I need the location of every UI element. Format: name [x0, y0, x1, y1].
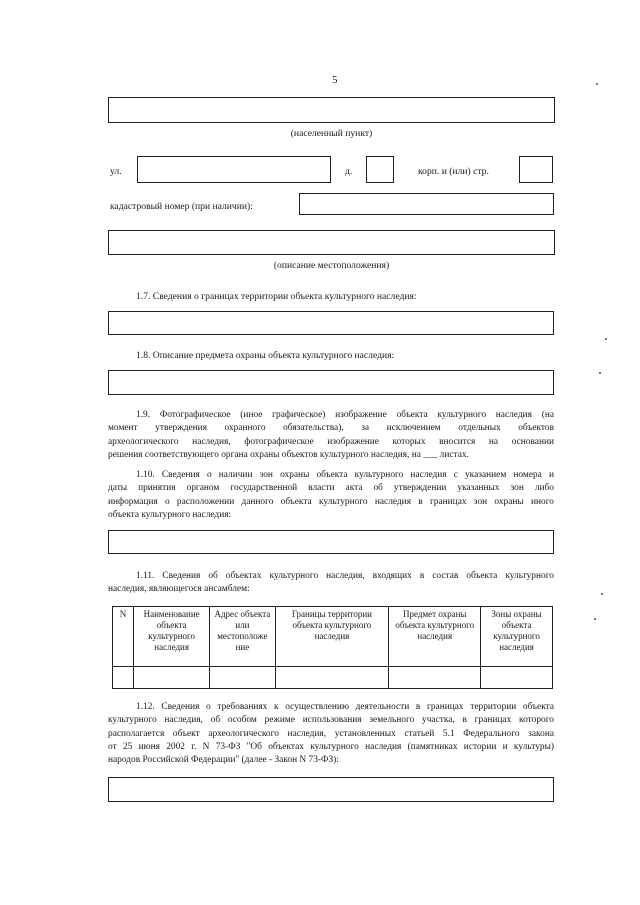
column-header-boundaries: Границы территории объекта культурного наследия [275, 607, 389, 667]
section-1-9-line: решения соответствующего органа охраны объектов культурного наследия, на ___ листах. [108, 449, 469, 460]
scan-speck [605, 338, 607, 340]
section-1-9-text [108, 409, 554, 462]
section-1-10-line: информация о расположении данного объекта культурного наследия в границах зон охраны иного [108, 496, 554, 507]
section-1-8-label: 1.8. Описание предмета охраны объекта культурного наследия: [136, 350, 395, 361]
section-1-10-line: даты принятия органом государственной власти акта об утверждении указанных зон либо [108, 483, 554, 494]
column-header-number: N [113, 607, 134, 667]
table-cell[interactable] [481, 667, 553, 689]
section-1-12-line: от 25 июня 2002 г. N 73-ФЗ "Об объектах культурного наследия (памятниках истории и культуры) [108, 741, 554, 752]
section-1-11-line: 1.11. Сведения об объектах культурного наследия, входящих в состав объекта культурного [136, 571, 554, 581]
scan-speck [599, 372, 601, 374]
section-1-12-text [108, 701, 554, 767]
section-1-12-line: народов Российской Федерации" (далее - Закон N 73-ФЗ): [108, 755, 339, 766]
table-row [113, 667, 553, 689]
section-1-12-line: располагается объект археологического наследия, установленных статьей 5.1 Федерального закона [108, 728, 554, 739]
section-1-9-line: момент утверждения охранного обязательства), за исключением отдельных объектов [108, 423, 554, 434]
table-cell[interactable] [210, 667, 275, 689]
location-caption: (описание местоположения) [273, 260, 390, 271]
ensemble-table [112, 606, 553, 689]
street-field[interactable] [137, 156, 331, 183]
scan-speck [596, 83, 598, 85]
location-field[interactable] [108, 230, 555, 255]
house-field[interactable] [366, 156, 394, 183]
scan-speck [601, 593, 603, 595]
table-cell[interactable] [389, 667, 481, 689]
column-header-protection-zones: Зоны охраны объекта культурного наследия [481, 607, 553, 667]
protection-subject-field[interactable] [108, 370, 554, 395]
table-header-row [113, 607, 553, 667]
section-1-10-text [108, 469, 554, 522]
scan-speck [594, 618, 596, 620]
building-label: корп. и (или) стр. [418, 166, 489, 177]
table-cell[interactable] [113, 667, 134, 689]
cadastral-label: кадастровый номер (при наличии): [110, 201, 253, 212]
page-number: 5 [332, 74, 338, 86]
section-1-7-label: 1.7. Сведения о границах территории объекта культурного наследия: [136, 291, 417, 302]
locality-field[interactable] [108, 97, 555, 123]
activity-requirements-field[interactable] [108, 777, 554, 802]
column-header-name: Наименование объекта культурного наследия [134, 607, 210, 667]
locality-caption: (населенный пункт) [290, 128, 373, 139]
building-field[interactable] [519, 156, 553, 183]
column-header-address: Адрес объекта или местоположе ние [210, 607, 275, 667]
section-1-11-line: наследия, являющегося ансамблем: [108, 584, 250, 595]
territory-boundaries-field[interactable] [108, 311, 554, 335]
protection-zones-field[interactable] [108, 530, 554, 554]
section-1-11-text [108, 570, 554, 597]
section-1-10-line: объекта культурного наследия: [108, 509, 232, 520]
section-1-10-line: 1.10. Сведения о наличии зон охраны объекта культурного наследия с указанием номера и [136, 470, 554, 480]
section-1-9-line: 1.9. Фотографическое (иное графическое) изображение объекта культурного наследия (на [136, 410, 554, 420]
table-cell[interactable] [134, 667, 210, 689]
section-1-12-line: 1.12. Сведения о требованиях к осуществлению деятельности в границах территории объекта [136, 702, 554, 712]
section-1-9-line: археологического наследия, фотографическое изображение которых вносится на основании [108, 436, 554, 447]
column-header-protection-subject: Предмет охраны объекта культурного наследия [389, 607, 481, 667]
house-label: д. [345, 166, 353, 177]
cadastral-field[interactable] [299, 193, 554, 215]
street-label: ул. [110, 166, 122, 177]
table-cell[interactable] [275, 667, 389, 689]
section-1-12-line: культурного наследия, об особом режиме использования земельного участка, в границах которого [108, 715, 554, 726]
